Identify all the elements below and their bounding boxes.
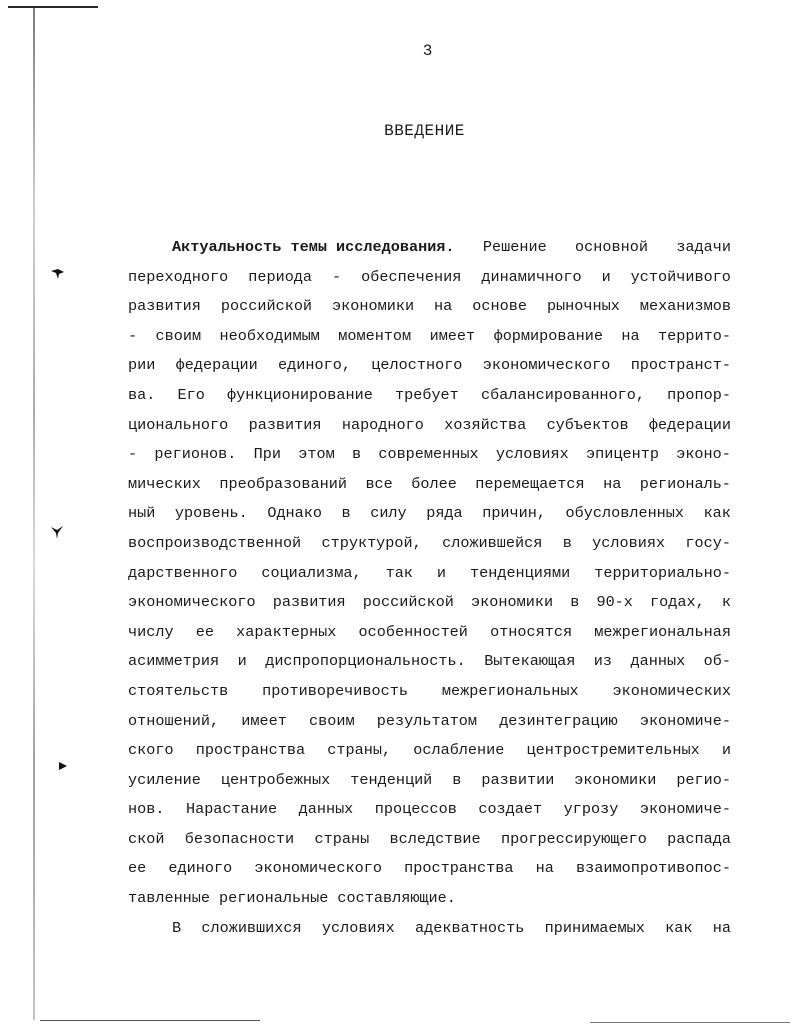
paragraph1-line: ского пространства страны, ослабление центростремительных и: [128, 741, 731, 760]
scan-mark-3: [58, 760, 68, 770]
paragraph1-line: переходного периода - обеспечения динамичного и устойчивого: [128, 267, 731, 286]
paragraph1-line: - своим необходимым моментом имеет формирование на террито-: [128, 326, 731, 345]
paragraph1-line: мических преобразований все более перемещается на региональ-: [128, 474, 731, 493]
paragraph1-line: рии федерации единого, целостного экономического пространст-: [128, 356, 731, 375]
paragraph2-line: В сложившихся условиях адекватность принимаемых как на: [172, 918, 731, 937]
paragraph1-line: дарственного социализма, так и тенденциями территориально-: [128, 563, 731, 582]
paragraph1-line: числу ее характерных особенностей относятся межрегиональная: [128, 622, 731, 641]
paragraph1-line: усиление центробежных тенденций в развитии экономики регио-: [128, 770, 731, 789]
paragraph1-line: Актуальность темы исследования. Решение основной задачи: [128, 233, 731, 263]
paragraph1-line: стоятельств противоречивость межрегиональных экономических: [128, 681, 731, 700]
body-text: [128, 233, 731, 943]
scan-edge-top: [8, 6, 98, 8]
paragraph1-line: тавленные региональные составляющие.: [128, 889, 456, 908]
paragraph1-line: ской безопасности страны вследствие прогрессирующего распада: [128, 829, 731, 848]
paragraph1-line: нов. Нарастание данных процессов создает угрозу экономиче-: [128, 800, 731, 819]
paragraph1-line: развития российской экономики на основе рыночных механизмов: [128, 297, 731, 316]
paragraph1-line: ва. Его функционирование требует сбалансированного, пропор-: [128, 385, 731, 404]
paragraph1-line: экономического развития российской экономики в 90-х годах, к: [128, 593, 731, 612]
paragraph1-line: отношений, имеет своим результатом дезинтеграцию экономиче-: [128, 711, 731, 730]
paragraph1-line: ее единого экономического пространства на взаимопротивопос-: [128, 859, 731, 878]
paragraph1-line: ционального развития народного хозяйства субъектов федерации: [128, 415, 731, 434]
paragraph1-line: - регионов. При этом в современных условиях эпицентр эконо-: [128, 445, 731, 464]
paragraph1-line: асимметрия и диспропорциональность. Вытекающая из данных об-: [128, 652, 731, 671]
scan-edge-left: [33, 8, 35, 1020]
scan-edge-bottom: [40, 1020, 260, 1021]
scan-mark-1: [50, 266, 60, 276]
section-heading: ВВЕДЕНИЕ: [384, 122, 465, 140]
lead-bold-phrase: Актуальность темы исследования.: [172, 238, 455, 256]
scan-edge-bottom-right: [590, 1022, 790, 1023]
scan-mark-2: [50, 524, 60, 534]
page-number: 3: [422, 42, 433, 60]
paragraph1-line: воспроизводственной структурой, сложившейся в условиях госу-: [128, 533, 731, 552]
paragraph1-line: ный уровень. Однако в силу ряда причин, обусловленных как: [128, 504, 731, 523]
